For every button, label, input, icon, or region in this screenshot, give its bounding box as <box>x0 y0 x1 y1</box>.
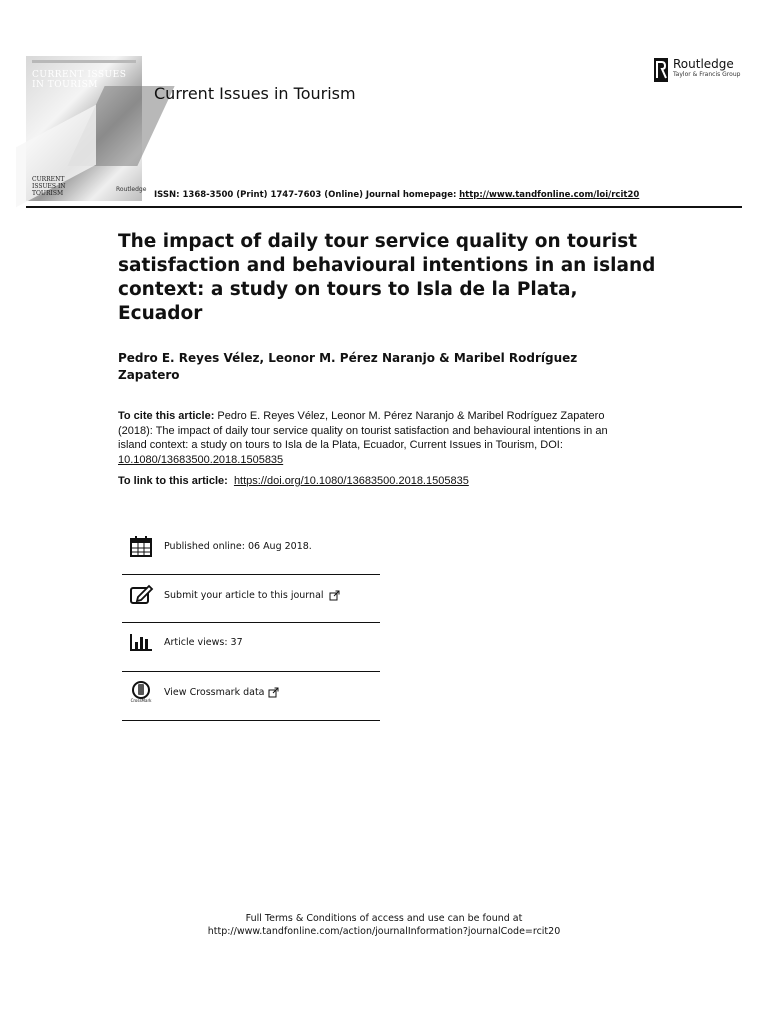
article-link-line <box>118 475 469 487</box>
cover-top-strip <box>32 60 136 63</box>
journal-homepage-link[interactable]: http://www.tandfonline.com/loi/rcit20 <box>459 190 640 200</box>
citation-label: To cite this article: <box>118 410 215 422</box>
journal-cover-image <box>26 56 147 201</box>
crossmark-label: View Crossmark data <box>164 686 265 698</box>
crossmark-icon-caption: CrossMark <box>130 698 152 703</box>
routledge-r-icon <box>654 58 668 82</box>
divider <box>122 720 380 721</box>
header-divider <box>26 206 742 208</box>
published-row <box>122 522 380 570</box>
external-link-icon <box>268 683 279 702</box>
link-label: To link to this article: <box>118 475 228 487</box>
publisher-name: Routledge <box>673 57 734 71</box>
citation-block <box>118 409 638 467</box>
calendar-icon <box>128 533 154 559</box>
article-views: Article views: 37 <box>164 636 243 648</box>
published-date: Published online: 06 Aug 2018. <box>164 540 312 552</box>
edit-icon <box>128 582 154 608</box>
article-doi-link[interactable]: https://doi.org/10.1080/13683500.2018.1505835 <box>233 475 469 487</box>
cover-title: CURRENT ISSUES IN TOURISM <box>32 70 127 90</box>
external-link-icon <box>329 586 340 605</box>
article-title: The impact of daily tour service quality on tourist satisfaction and behavioural intentions in an island context: a study on tours to Isla de la Plata, Ecuador <box>118 231 656 324</box>
cover-bottom-title: CURRENT ISSUES IN TOURISM <box>32 176 66 197</box>
cover-publisher-logo: Routledge <box>116 186 147 193</box>
crossmark-link[interactable] <box>122 668 380 716</box>
issn-label: ISSN: 1368-3500 (Print) 1747-7603 (Online) Journal homepage: <box>154 190 457 200</box>
citation-text: Pedro E. Reyes Vélez, Leonor M. Pérez Naranjo & Maribel Rodríguez Zapatero (2018): The impact of daily tour service quality on tourist satisfaction and behavioural intentions in an island context: a study on tours to Isla de la Plata, Ecuador, Current Issues in Tourism, DOI: <box>118 410 608 451</box>
article-views-row <box>122 618 380 666</box>
publisher-logo <box>654 58 740 82</box>
footer-terms-link[interactable]: http://www.tandfonline.com/action/journalInformation?journalCode=rcit20 <box>207 926 561 937</box>
footer-line: Full Terms & Conditions of access and use can be found at <box>245 913 523 924</box>
issn-line <box>154 190 639 200</box>
submit-article-label: Submit your article to this journal <box>164 589 324 601</box>
crossmark-icon <box>128 679 154 705</box>
footer-terms <box>0 912 768 938</box>
publisher-subtitle: Taylor & Francis Group <box>673 71 741 78</box>
submit-article-link[interactable] <box>122 571 380 619</box>
article-authors: Pedro E. Reyes Vélez, Leonor M. Pérez Naranjo & Maribel Rodríguez Zapatero <box>118 351 578 382</box>
journal-title: Current Issues in Tourism <box>154 84 356 103</box>
citation-doi-link[interactable]: 10.1080/13683500.2018.1505835 <box>118 453 284 466</box>
bar-chart-icon <box>128 629 154 655</box>
